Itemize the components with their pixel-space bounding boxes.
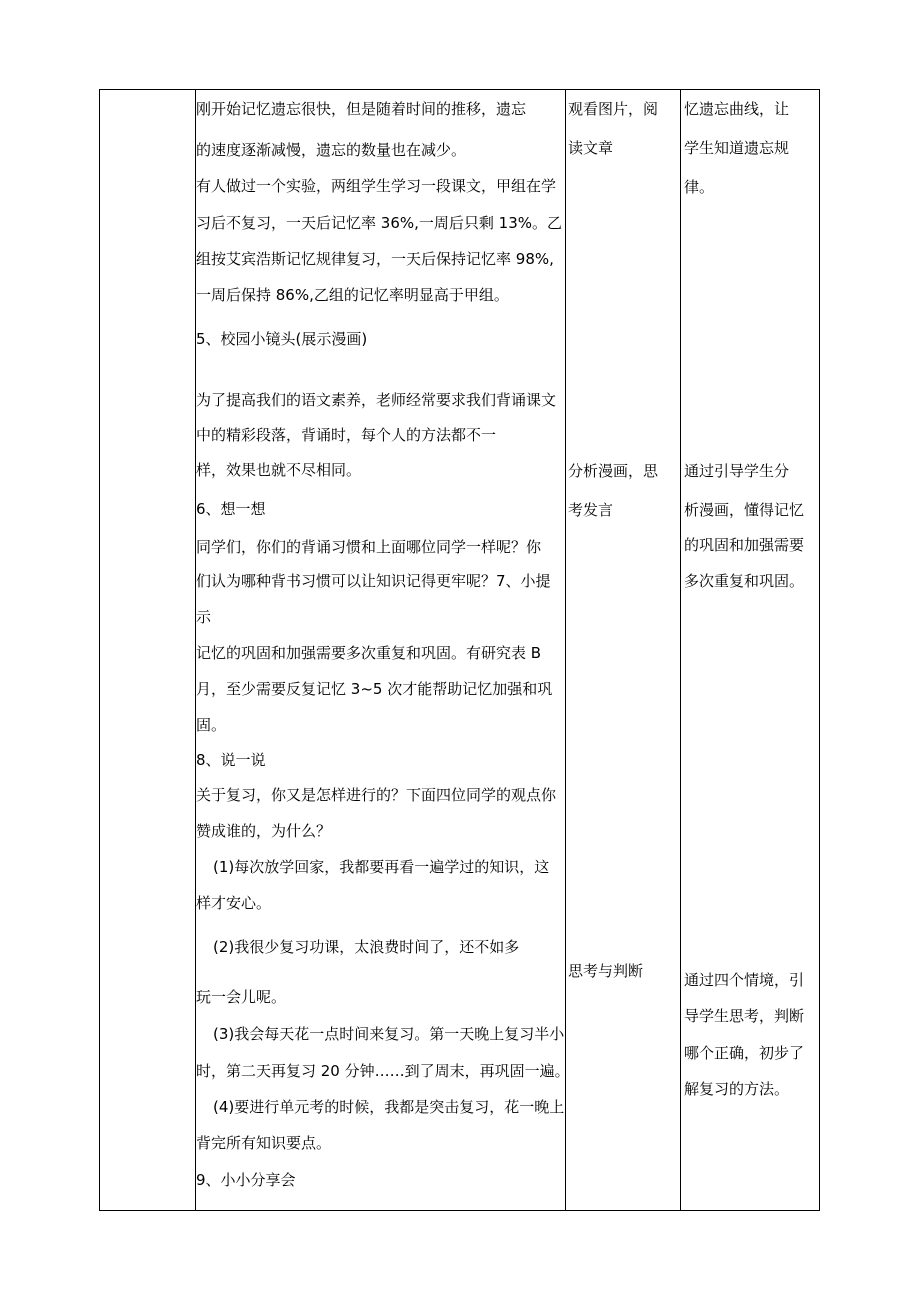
content-line: 关于复习，你又是怎样进行的？下面四位同学的观点你 (196, 786, 557, 804)
intent-line: 学生知道遗忘规 (684, 139, 790, 157)
intent-line: 解复习的方法。 (684, 1080, 790, 1098)
section-heading: 5、校园小镜头(展示漫画) (196, 330, 368, 348)
intent-line: 析漫画，懂得记忆 (684, 501, 805, 519)
content-line: (4)要进行单元考的时候，我都是突击复习，花一晚上 (213, 1098, 565, 1116)
intent-line: 哪个正确，初步了 (684, 1044, 805, 1062)
content-line: (1)每次放学回家，我都要再看一遍学过的知识，这 (213, 858, 550, 876)
content-line: 记忆的巩固和加强需要多次重复和巩固。有研究表 B (196, 644, 542, 662)
content-line: 同学们，你们的背诵习惯和上面哪位同学一样呢？你 (196, 538, 542, 556)
content-line: 们认为哪种背书习惯可以让知识记得更牢呢？7、小提 (196, 572, 551, 590)
content-line: 月，至少需要反复记忆 3~5 次才能帮助记忆加强和巩 (196, 680, 553, 698)
content-line: 示 (196, 608, 212, 626)
content-line: 赞成谁的，为什么？ (196, 822, 332, 840)
activity-line: 分析漫画，思 (568, 462, 659, 480)
content-line: 组按艾宾浩斯记忆规律复习，一天后保持记忆率 98%, (196, 250, 554, 268)
content-line: (3)我会每天花一点时间来复习。第一天晚上复习半小 (213, 1025, 565, 1043)
section-heading: 8、说一说 (196, 751, 266, 769)
section-heading: 9、小小分享会 (196, 1171, 296, 1189)
content-line: 刚开始记忆遗忘很快，但是随着时间的推移，遗忘 (196, 100, 527, 118)
content-line: 样才安心。 (196, 894, 272, 912)
intent-line: 多次重复和巩固。 (684, 572, 805, 590)
activity-line: 考发言 (568, 501, 614, 519)
content-line: 的速度逐渐减慢，遗忘的数量也在减少。 (196, 141, 467, 159)
intent-line: 通过四个情境，引 (684, 971, 805, 989)
content-line: 一周后保持 86%,乙组的记忆率明显高于甲组。 (196, 286, 509, 304)
content-line: 背完所有知识要点。 (196, 1134, 332, 1152)
content-line: (2)我很少复习功课，太浪费时间了，还不如多 (213, 938, 520, 956)
content-line: 样，效果也就不尽相同。 (196, 461, 362, 479)
intent-line: 通过引导学生分 (684, 462, 790, 480)
column-divider-3 (680, 89, 681, 1211)
section-heading: 6、想一想 (196, 500, 266, 518)
activity-line: 观看图片，阅 (568, 100, 659, 118)
content-line: 玩一会儿呢。 (196, 988, 287, 1006)
content-line: 中的精彩段落，背诵时，每个人的方法都不一 (196, 426, 497, 444)
content-line: 有人做过一个实验，两组学生学习一段课文，甲组在学 (196, 177, 557, 195)
content-line: 为了提高我们的语文素养，老师经常要求我们背诵课文 (196, 391, 557, 409)
content-line: 时，第二天再复习 20 分钟……到了周末，再巩固一遍。 (196, 1062, 570, 1080)
intent-line: 的巩固和加强需要 (684, 536, 805, 554)
intent-line: 导学生思考，判断 (684, 1007, 805, 1025)
content-line: 固。 (196, 716, 227, 734)
activity-line: 读文章 (568, 139, 614, 157)
intent-line: 律。 (684, 178, 715, 196)
activity-line: 思考与判断 (568, 962, 644, 980)
intent-line: 忆遗忘曲线，让 (684, 100, 790, 118)
content-line: 习后不复习，一天后记忆率 36%,一周后只剩 13%。乙 (196, 214, 562, 232)
column-divider-2 (565, 89, 566, 1211)
